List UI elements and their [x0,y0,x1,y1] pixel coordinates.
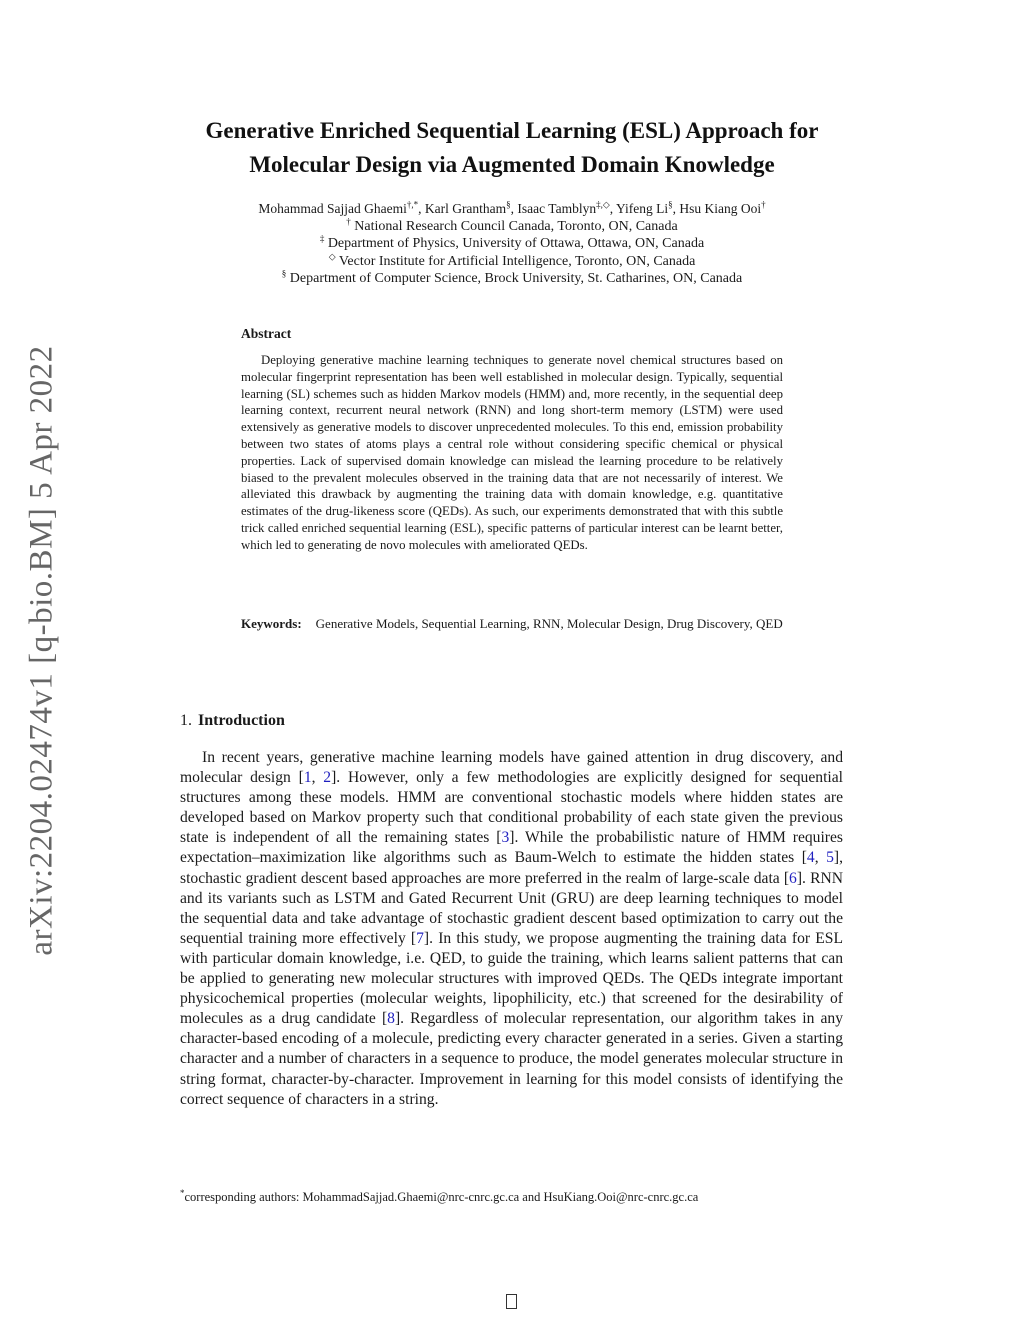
intro-text: ]. In this study, we propose augmenting the training data for ESL with particular domain knowledge, i.e. QED, to guide the training, which learns salient patterns that can be applied to generating new molecular structures with improved QEDs. The QEDs integrate important physicochemical properties (molecular weights, lipophilicity, etc.) that screened for the desirability of molecules as a drug candidate [ [180,929,843,1028]
citation-link[interactable]: 6 [789,869,797,887]
citation-link[interactable]: 7 [416,929,424,947]
intro-text: ]. While the probabilistic nature of HMM requires expectation–maximization like algorithms such as Baum-Welch to estimate the hidden states [ [180,829,843,867]
author-name: Hsu Kiang Ooi [679,201,762,216]
affiliation-text: National Research Council Canada, Toronto, ON, Canada [354,218,678,234]
footnote [180,1187,699,1205]
author-name: Isaac Tamblyn [517,201,597,216]
section-heading [180,712,285,730]
affiliation-mark: ‡ [319,233,325,244]
arxiv-sidebar [20,340,64,960]
citation-link[interactable]: 1 [303,769,312,787]
author-list: Mohammad Sajjad Ghaemi†,*, Karl Grantham§, Isaac Tamblyn‡,◇, Yifeng Li§, Hsu Kiang Ooi† [258,199,766,216]
author-affiliation-mark: †,* [406,199,419,210]
keywords-label: Keywords: [241,616,302,631]
affiliation-mark: † [346,215,351,226]
keywords-text: Generative Models, Sequential Learning, RNN, Molecular Design, Drug Discovery, QED [315,616,783,631]
author-name: Mohammad Sajjad Ghaemi [258,201,407,216]
affiliation [150,250,874,271]
title-line-2: Molecular Design via Augmented Domain Knowledge [249,152,775,177]
citation-link[interactable]: 2 [323,769,332,787]
section-title: Introduction [198,712,285,729]
affiliation-text: Department of Physics, University of Ottawa, Ottawa, ON, Canada [327,236,705,251]
intro-text: ], stochastic gradient descent based approaches are more preferred in the realm of large-scale data [ [180,849,844,887]
arxiv-identifier: arXiv:2204.02474v1 [q-bio.BM] 5 Apr 2022 [23,344,60,956]
citation-link[interactable]: 5 [826,849,834,867]
paper-title [150,114,874,182]
abstract-heading: Abstract [241,326,292,341]
author-name: Yifeng Li [616,201,669,216]
author-affiliation-mark: ‡,◇ [596,199,610,210]
affiliation [150,235,874,253]
footnote-text: corresponding authors: MohammadSajjad.Ghaemi@nrc-cnrc.gc.ca and HsuKiang.Ooi@nrc-cnrc.gc.ca [184,1190,699,1204]
intro-text: In recent years, generative machine learning models have gained attention in drug discovery, and molecular design [ [180,749,843,787]
page-number-box [506,1294,517,1309]
affiliation-text: Department of Computer Science, Brock University, St. Catharines, ON, Canada [289,271,743,286]
affiliation-mark: ◇ [328,250,336,261]
abstract-section [241,326,783,554]
keywords-section [241,612,783,635]
affiliation [150,215,874,236]
affiliation-mark: § [281,268,287,279]
section-number: 1. [180,712,192,729]
author-name: Karl Grantham [424,201,507,216]
intro-text: , [814,849,827,867]
intro-text: ]. However, only a few methodologies are explicitly designed for sequential structures among these models. HMM are conventional stochastic models where hidden states are developed based on Markov property such that conditional probability of each state given the previous state is independent of all the remaining states [ [180,769,843,847]
author-affiliation-mark: † [761,199,766,210]
introduction-paragraph [180,748,843,1110]
footnote-mark: * [180,1187,185,1198]
citation-link[interactable]: 3 [501,829,510,847]
citation-link[interactable]: 8 [387,1010,395,1028]
author-affiliation-mark: § [668,199,673,210]
intro-text: ]. RNN and its variants such as LSTM and Gated Recurrent Unit (GRU) are deep learning techniques to model the sequential data and take advantage of stochastic gradient descent based optimization to carry out the sequential training more effectively [ [180,869,843,947]
affiliation [150,270,874,288]
abstract-body: Deploying generative machine learning techniques to generate novel chemical structures based on molecular fingerprint representation has been well established in molecular design. Typically, sequential learning (SL) schemes such as hidden Markov models (HMM) and, more recently, in the sequential deep learning context, recurrent neural network (RNN) and long short-term memory (LSTM) were used extensively as generative models to discover unprecedented molecules. To this end, emission probability between two states of atoms plays a central role without considering specific chemical or physical properties. Lack of supervised domain knowledge can mislead the learning procedure to be relatively biased to the prevalent molecules observed in the training data that are not necessarily of interest. We alleviated this drawback by augmenting the training data with domain knowledge, e.g. quantitative estimates of the drug-likeness score (QEDs). As such, our experiments demonstrated that with this subtle trick called enriched sequential learning (ESL), specific patterns of particular interest can be learnt better, which led to generating de novo molecules with ameliorated QEDs. [241,353,783,552]
intro-text: ]. Regardless of molecular representation, our algorithm takes in any character-based encoding of a molecule, predicting every character generated in a series. Given a starting character and a number of characters in a sequence to produce, the model generates molecular structure in string format, character-by-character. Improvement in learning for this model consists of identifying the correct sequence of characters in a string. [180,1010,843,1108]
affiliation-text: Vector Institute for Artificial Intelligence, Toronto, ON, Canada [338,253,696,269]
author-block [150,200,874,288]
title-line-1: Generative Enriched Sequential Learning (ESL) Approach for [205,118,819,143]
citation-link[interactable]: 4 [806,849,815,867]
intro-text: , [311,769,324,787]
author-affiliation-mark: § [506,199,511,210]
